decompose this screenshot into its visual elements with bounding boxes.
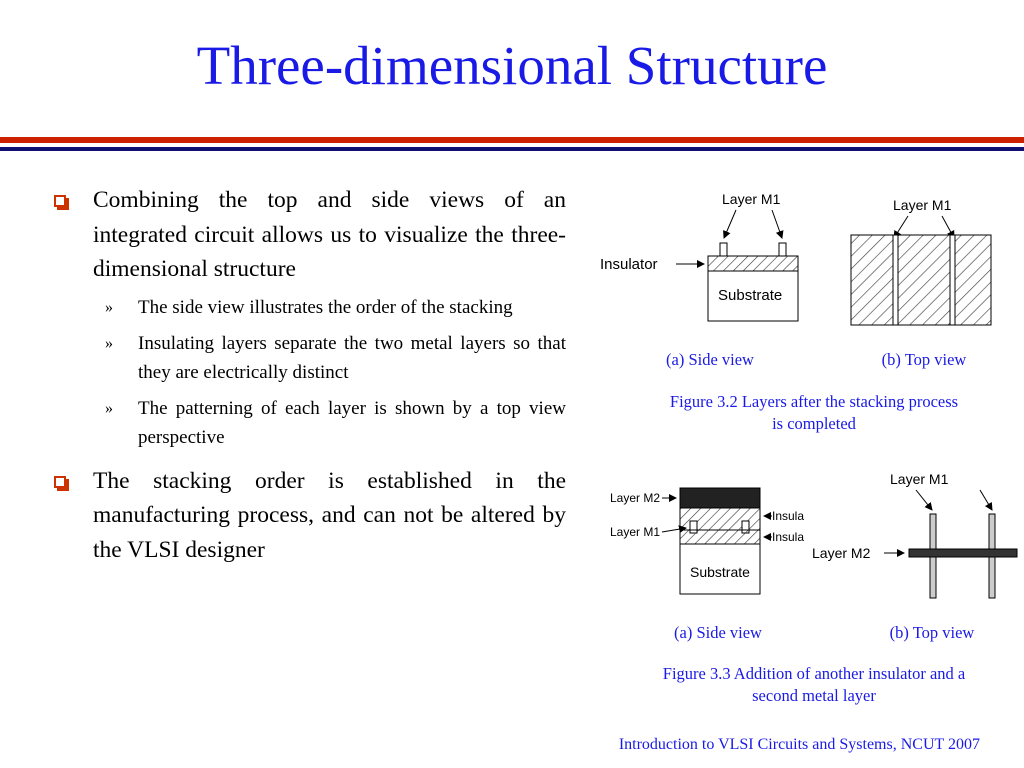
metal-m1-segment [720, 243, 727, 256]
layer-m2-label: Layer M2 [812, 545, 871, 561]
slide-title: Three-dimensional Structure [196, 35, 828, 96]
layer-m1-label: Layer M1 [890, 471, 949, 487]
metal-m1-line [950, 235, 955, 325]
chevron-bullet-icon: » [105, 298, 113, 316]
square-bullet-icon [54, 476, 66, 488]
metal-m2-line [909, 549, 1017, 557]
bullet-text: The stacking order is established in the manufacturing process, and can not be altered by the VLSI designer [93, 467, 566, 563]
bullet-list [52, 183, 566, 579]
figure-3-2-caption-b: (b) Top view [881, 350, 967, 369]
layer-m1-label: Layer M1 [893, 197, 952, 213]
insulator-label: Insulator [600, 256, 658, 273]
figure-3-2-top-view [851, 197, 991, 325]
layer-m2-label: Layer M2 [610, 491, 661, 505]
chevron-bullet-icon: » [105, 399, 113, 417]
insulator-layer-lower [680, 530, 760, 544]
substrate-label: Substrate [690, 564, 750, 580]
sub-bullet-text: The side view illustrates the order of the stacking [138, 296, 513, 318]
sub-bullet-item [93, 329, 566, 387]
insulator-label-lower: Insula [772, 530, 805, 544]
insulator-layer [708, 256, 798, 271]
title-divider-navy [0, 147, 1024, 151]
bullet-item [52, 464, 566, 568]
figure-3-3-drawing [604, 466, 1020, 606]
insulator-label-upper: Insula [772, 509, 805, 523]
sub-bullet-text: Insulating layers separate the two metal layers so that they are electrically distinct [138, 332, 566, 383]
layer-m1-label: Layer M1 [610, 525, 661, 539]
metal-m2-layer [680, 488, 760, 508]
figure-3-2-caption: Figure 3.2 Layers after the stacking process is completed [669, 392, 959, 433]
title-divider-red [0, 137, 1024, 143]
sub-bullet-list [93, 293, 566, 452]
chevron-bullet-icon: » [105, 334, 113, 352]
square-bullet-icon [54, 195, 66, 207]
figure-3-2-caption-a: (a) Side view [666, 350, 754, 369]
sub-bullet-item [93, 394, 566, 452]
slide-footer: Introduction to VLSI Circuits and Systems, NCUT 2007 [618, 736, 980, 753]
substrate-label: Substrate [718, 287, 783, 304]
bullet-item [52, 183, 566, 452]
insulator-top-area [851, 235, 991, 325]
figure-3-2-side-view [600, 191, 798, 321]
sub-bullet-item [93, 293, 566, 322]
sub-bullet-text: The patterning of each layer is shown by a top view perspective [138, 397, 566, 448]
figure-3-3-caption-b: (b) Top view [889, 623, 975, 642]
figure-3-3-caption: Figure 3.3 Addition of another insulator and a second metal layer [662, 664, 966, 705]
figure-3-3-top-view [812, 471, 1017, 598]
layer-m1-label: Layer M1 [722, 191, 781, 207]
bullet-text: Combining the top and side views of an integrated circuit allows us to visualize the three-dimensional structure [93, 187, 566, 282]
metal-m1-segment [779, 243, 786, 256]
figure-3-3-caption-a: (a) Side view [674, 623, 762, 642]
metal-m1-line [893, 235, 898, 325]
figure-3-3-side-view [610, 488, 804, 594]
figure-3-2-drawing [596, 180, 1006, 340]
